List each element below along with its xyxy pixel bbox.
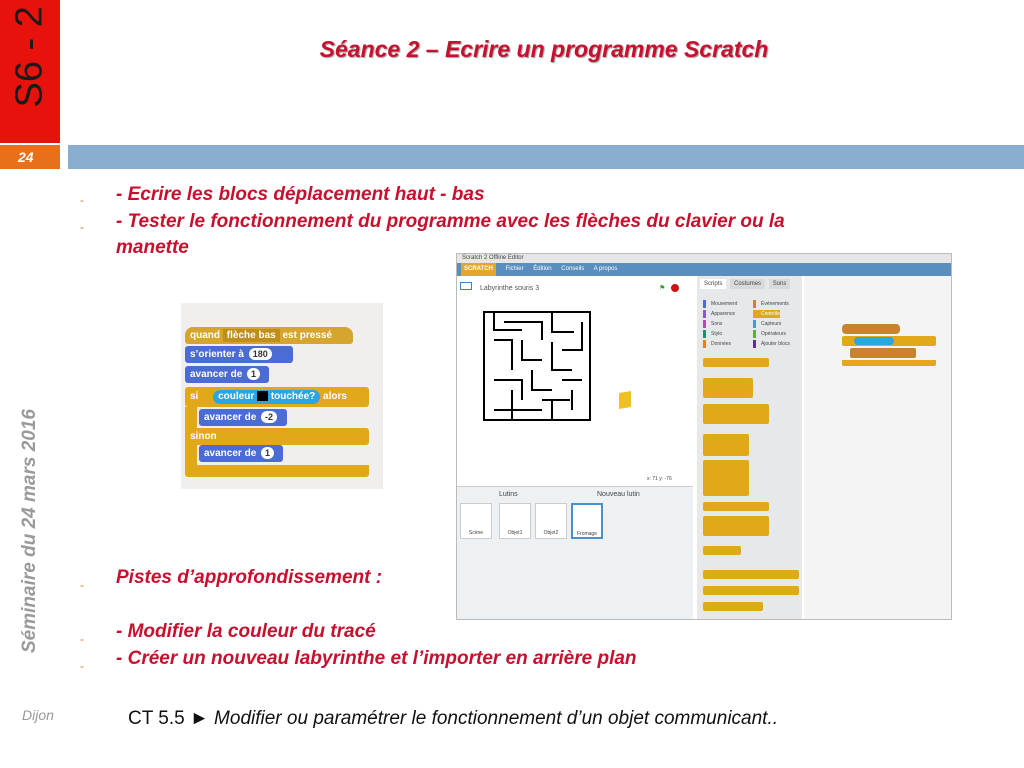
bullet-modify-color: - Modifier la couleur du tracé — [116, 621, 376, 642]
script-when-flag-block — [842, 324, 900, 334]
category-looks: Apparence — [703, 310, 735, 318]
palette-block — [703, 570, 799, 579]
category-pen: Stylo — [703, 330, 722, 338]
scratch-editor-screenshot — [456, 253, 952, 620]
move-block: avancer de 1 — [185, 366, 269, 383]
bullet-dash: - — [80, 659, 84, 673]
palette-block — [703, 502, 769, 511]
editor-tabs — [700, 279, 792, 289]
bullet-dash: - — [80, 220, 84, 234]
category-events: Événements — [753, 300, 789, 308]
editor-menubar — [457, 263, 951, 276]
new-sprite-label: Nouveau lutin — [597, 491, 640, 498]
bullet-dash: - — [80, 578, 84, 592]
maze-drawing — [482, 310, 592, 422]
palette-block — [703, 460, 749, 496]
corner-tag — [0, 0, 60, 143]
category-operators: Opérateurs — [753, 330, 786, 338]
sprites-label: Lutins — [499, 491, 518, 498]
palette-block — [703, 434, 749, 456]
sprite-thumb-objet1: Objet1 — [499, 503, 531, 539]
header-band — [68, 145, 1024, 169]
palette-block — [703, 378, 753, 398]
palette-block — [703, 602, 763, 611]
category-sound: Sons — [703, 320, 722, 328]
else-label: sinon — [185, 428, 369, 445]
scene-thumb: Scène — [460, 503, 492, 539]
tab-sounds: Sons — [769, 279, 791, 289]
green-flag-icon: ⚑ — [659, 285, 666, 292]
sprites-pane — [457, 486, 693, 620]
stage-coords: x: 71 y: -76 — [647, 476, 672, 482]
ct-text: Modifier ou paramétrer le fonctionnement d’un objet communicant.. — [214, 708, 779, 729]
palette-block — [703, 586, 799, 595]
corner-text: S6 - 2 — [8, 6, 51, 108]
editor-window-title: Scratch 2 Offline Editor — [457, 254, 951, 263]
when-key-block: quand flèche bas est pressé — [185, 327, 353, 344]
bullet-new-maze: - Créer un nouveau labyrinthe et l’importer en arrière plan — [116, 648, 637, 669]
project-name: Labyrinthe souris 3 — [479, 285, 540, 292]
seminar-date-text: Séminaire du 24 mars 2016 — [19, 409, 40, 653]
bullet-write-blocks: - Ecrire les blocs déplacement haut - bas — [116, 184, 485, 205]
move-back-block: avancer de -2 — [199, 409, 287, 426]
scratch-blocks-image — [181, 303, 383, 489]
menu-about: A propos — [593, 266, 618, 272]
slide-number: 24 — [0, 145, 60, 169]
ct-reference — [128, 708, 778, 730]
location-text: Dijon — [22, 707, 54, 723]
cheese-sprite — [619, 391, 631, 409]
if-else-footer — [185, 465, 369, 477]
if-else-block: si couleur touchée? alors — [185, 387, 369, 407]
sprite-thumb-objet2: Objet2 — [535, 503, 567, 539]
palette-block — [703, 404, 769, 424]
bullet-pistes: Pistes d’approfondissement : — [116, 567, 383, 588]
sprite-thumb-fromage: Fromage — [571, 503, 603, 539]
tab-scripts: Scripts — [700, 279, 726, 289]
bullet-test-line1: - Tester le fonctionnement du programme avec les flèches du clavier ou la — [116, 211, 785, 232]
category-sensing: Capteurs — [753, 320, 781, 328]
menu-file: Fichier — [505, 266, 524, 272]
category-motion: Mouvement — [703, 300, 737, 308]
fullscreen-icon — [460, 282, 472, 290]
script-broadcast-block — [850, 348, 916, 358]
category-data: Données — [703, 340, 731, 348]
script-area — [804, 276, 952, 620]
menu-tips: Conseils — [561, 266, 585, 272]
page-title: Séance 2 – Ecrire un programme Scratch — [319, 36, 769, 62]
stage-header — [460, 282, 679, 292]
color-swatch — [257, 391, 268, 401]
palette-block — [703, 516, 769, 536]
stop-icon — [671, 284, 679, 292]
key-dropdown: flèche bas — [223, 329, 280, 342]
category-control: Contrôle — [753, 310, 780, 318]
ct-code: CT 5.5 ► — [128, 708, 209, 729]
bullet-dash: - — [80, 193, 84, 207]
category-more: Ajouter blocs — [753, 340, 790, 348]
scratch-logo: SCRATCH — [461, 263, 496, 276]
script-if-end — [842, 360, 936, 366]
palette-block — [703, 546, 741, 555]
move-forward-block: avancer de 1 — [199, 445, 283, 462]
script-touching-block — [854, 337, 894, 345]
touching-color-block: couleur touchée? — [213, 390, 320, 404]
bullet-test-line2: manette — [116, 237, 189, 258]
palette-block — [703, 358, 769, 367]
tab-costumes: Costumes — [730, 279, 765, 289]
bullet-dash: - — [80, 632, 84, 646]
point-direction-block: s’orienter à 180 — [185, 346, 293, 363]
menu-edit: Édition — [533, 266, 552, 272]
